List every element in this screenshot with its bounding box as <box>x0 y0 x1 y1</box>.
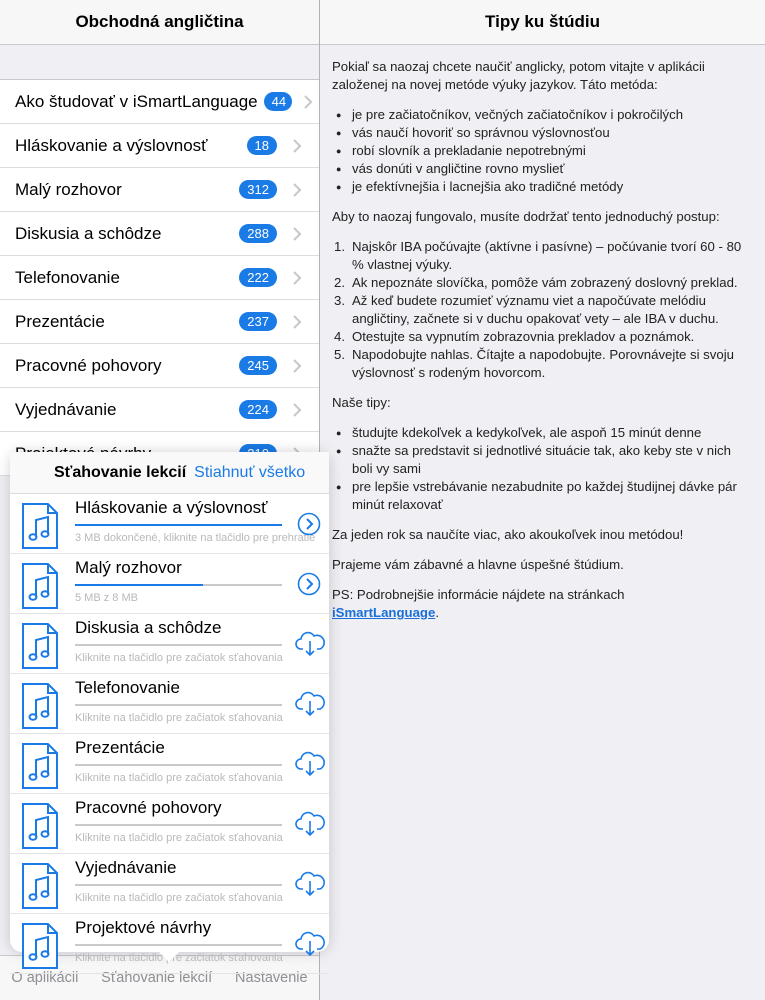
download-item-name: Diskusia a schôdze <box>75 618 222 637</box>
lesson-label: Malý rozhovor <box>15 179 122 199</box>
download-status: Kliknite na tlačidlo pre začiatok sťahovania <box>75 772 283 784</box>
download-item-name: Vyjednávanie <box>75 858 177 877</box>
step-number: 3. <box>334 293 345 308</box>
step-number: 2. <box>334 275 345 290</box>
lesson-row[interactable] <box>0 256 319 300</box>
step-number: 1. <box>334 239 345 254</box>
download-all-button[interactable]: Stiahnuť všetko <box>194 463 306 481</box>
step-text: Napodobujte nahlas. Čítajte a napodobujte. Porovnávejte si svoju výslovnosť s rodeným hovorcom. <box>352 347 734 380</box>
chevron-right-icon <box>289 138 305 154</box>
audio-file-icon <box>20 802 60 850</box>
procedure-intro: Aby to naozaj fungovalo, musíte dodržať tento jednoduchý postup: <box>332 209 720 224</box>
downloads-popover <box>10 452 329 964</box>
download-progress-bar <box>75 524 282 526</box>
chevron-right-icon <box>289 182 305 198</box>
download-item <box>10 614 329 674</box>
download-progress-bar <box>75 644 282 646</box>
tips-list <box>332 424 753 514</box>
tip-item: ● pre lepšie vstrebávanie nezabudnite po každej študijnej dávke pár minút relaxovať <box>332 478 753 514</box>
study-tips-pane <box>320 0 765 1000</box>
download-progress-bar <box>75 824 282 826</box>
download-progress-bar <box>75 884 282 886</box>
step-number: 5. <box>334 347 345 362</box>
ps-end: . <box>435 605 439 620</box>
lesson-row[interactable] <box>0 344 319 388</box>
audio-file-icon <box>20 862 60 910</box>
download-item <box>10 734 329 794</box>
method-list <box>332 106 753 196</box>
download-item-name: Hláskovanie a výslovnosť <box>75 498 268 517</box>
download-item <box>10 554 329 614</box>
tab-downloads[interactable]: Sťahovanie lekcií <box>101 970 213 986</box>
download-item-name: Malý rozhovor <box>75 558 182 577</box>
sidebar-title: Obchodná angličtina <box>75 12 244 31</box>
ismartlanguage-link[interactable]: iSmartLanguage <box>332 605 436 620</box>
cloud-download-icon[interactable] <box>295 631 325 655</box>
tip-item: ● snažte sa predstavit si jednotlivé situácie tak, ako keby ste v nich boli vy sami <box>332 442 753 478</box>
lesson-count-badge: 18 <box>247 136 277 155</box>
play-circle-icon[interactable] <box>297 512 321 536</box>
audio-file-icon <box>20 502 60 550</box>
cloud-download-icon[interactable] <box>295 751 325 775</box>
step-text: Až keď budete rozumieť významu viet a napočúvate melódiu angličtiny, začnete si v duchu opakovať vety – ale IBA v duchu. <box>352 293 719 326</box>
download-progress-bar <box>75 704 282 706</box>
lesson-label: Telefonovanie <box>15 267 120 287</box>
tab-about[interactable]: O aplikácii <box>11 970 79 986</box>
lesson-label: Hláskovanie a výslovnosť <box>15 135 208 155</box>
download-item-name: Pracovné pohovory <box>75 798 222 817</box>
download-item <box>10 494 329 554</box>
tips-title: Tipy ku štúdiu <box>485 12 600 31</box>
cloud-download-icon[interactable] <box>295 691 325 715</box>
lesson-count-badge: 288 <box>239 224 277 243</box>
sidebar-spacer <box>0 45 319 79</box>
method-point: ● je efektívnejšia i lacnejšia ako tradičné metódy <box>332 178 753 196</box>
cloud-download-icon[interactable] <box>295 931 325 955</box>
sidebar-header <box>0 0 319 45</box>
download-item <box>10 794 329 854</box>
step-text: Ak nepoznáte slovíčka, pomôže vám zobrazený doslovný preklad. <box>352 275 738 290</box>
lesson-count-badge: 245 <box>239 356 277 375</box>
download-item-name: Telefonovanie <box>75 678 180 697</box>
procedure-step <box>332 328 753 346</box>
lesson-row[interactable] <box>0 212 319 256</box>
method-point: ● vás naučí hovoriť so správnou výslovnosťou <box>332 124 753 142</box>
method-point: ● vás donúti v angličtine rovno myslieť <box>332 160 753 178</box>
download-list <box>10 494 329 974</box>
download-status: 5 MB z 8 MB <box>75 592 138 604</box>
procedure-step <box>332 346 753 382</box>
download-status: Kliknite na tlačidlo pre začiatok sťahovania <box>75 892 283 904</box>
audio-file-icon <box>20 622 60 670</box>
chevron-right-icon <box>289 270 305 286</box>
download-progress-bar <box>75 764 282 766</box>
download-progress-bar <box>75 584 282 586</box>
outro-text-1: Za jeden rok sa naučíte viac, ako akoukoľvek inou metódou! <box>332 527 684 542</box>
outro-text-2: Prajeme vám zábavné a hlavne úspešné štúdium. <box>332 557 624 572</box>
popover-header <box>10 452 329 494</box>
audio-file-icon <box>20 742 60 790</box>
tips-content <box>320 45 765 622</box>
step-text: Otestujte sa vypnutím zobrazovnia prekladov a poznámok. <box>352 329 695 344</box>
lesson-count-badge: 312 <box>239 180 277 199</box>
ps-text <box>332 586 753 622</box>
download-status: Kliknite na tlačidlo pre začiatok sťahovania <box>75 832 283 844</box>
intro-text: Pokiaľ sa naozaj chcete naučiť anglicky, potom vitajte v aplikácii založenej na novej metóde výuky jazykov. Táto metóda: <box>332 59 705 92</box>
lesson-label: Ako študovať v iSmartLanguage <box>15 91 258 111</box>
procedure-step <box>332 238 753 274</box>
lesson-label: Prezentácie <box>15 311 105 331</box>
lesson-list <box>0 79 319 476</box>
procedure-step <box>332 292 753 328</box>
tip-item: ● študujte kdekoľvek a kedykoľvek, ale aspoň 15 minút denne <box>332 424 753 442</box>
step-text: Najskôr IBA počúvajte (aktívne i pasívne) – počúvanie tvorí 60 - 80 % vlastnej výuky. <box>352 239 742 272</box>
lesson-label: Diskusia a schôdze <box>15 223 162 243</box>
lesson-label: Pracovné pohovory <box>15 355 162 375</box>
lesson-count-badge: 224 <box>239 400 277 419</box>
download-item <box>10 854 329 914</box>
lesson-count-badge: 44 <box>264 92 292 111</box>
download-progress-bar <box>75 944 282 946</box>
audio-file-icon <box>20 682 60 730</box>
chevron-right-icon <box>289 402 305 418</box>
lesson-row[interactable] <box>0 168 319 212</box>
audio-file-icon <box>20 562 60 610</box>
method-point: ● je pre začiatočníkov, večných začiatočníkov i pokročilých <box>332 106 753 124</box>
lesson-row[interactable] <box>0 300 319 344</box>
tips-header <box>320 0 765 45</box>
download-status: Kliknite na tlačidlo pre začiatok sťahovania <box>75 652 283 664</box>
lesson-row[interactable] <box>0 124 319 168</box>
download-item <box>10 914 329 974</box>
ps-label: PS: Podrobnejšie informácie nájdete na stránkach <box>332 587 625 602</box>
chevron-right-icon <box>289 314 305 330</box>
cloud-download-icon[interactable] <box>295 811 325 835</box>
tab-settings[interactable]: Nastavenie <box>235 970 308 986</box>
steps-list <box>332 238 753 382</box>
download-status: Kliknite na tlačidlo pre začiatok sťahovania <box>75 952 283 964</box>
download-status: Kliknite na tlačidlo pre začiatok sťahovania <box>75 712 283 724</box>
download-progress-fill <box>75 524 282 526</box>
lesson-count-badge: 237 <box>239 312 277 331</box>
method-point: ● robí slovník a prekladanie nepotrebnými <box>332 142 753 160</box>
popover-arrow <box>157 950 181 962</box>
audio-file-icon <box>20 922 60 970</box>
download-item <box>10 674 329 734</box>
cloud-download-icon[interactable] <box>295 871 325 895</box>
step-number: 4. <box>334 329 345 344</box>
lesson-label: Vyjednávanie <box>15 399 117 419</box>
download-status: 3 MB dokončené, kliknite na tlačidlo pre prehratie <box>75 532 316 544</box>
lesson-row[interactable] <box>0 388 319 432</box>
download-item-name: Prezentácie <box>75 738 165 757</box>
chevron-right-icon <box>304 94 313 110</box>
lesson-row[interactable] <box>0 80 319 124</box>
popover-title: Sťahovanie lekcií <box>54 463 187 481</box>
download-progress-fill <box>75 584 203 586</box>
lesson-count-badge: 222 <box>239 268 277 287</box>
procedure-step <box>332 274 753 292</box>
play-circle-icon[interactable] <box>297 572 321 596</box>
download-item-name: Projektové návrhy <box>75 918 212 937</box>
chevron-right-icon <box>289 226 305 242</box>
tips-intro: Naše tipy: <box>332 395 391 410</box>
chevron-right-icon <box>289 358 305 374</box>
